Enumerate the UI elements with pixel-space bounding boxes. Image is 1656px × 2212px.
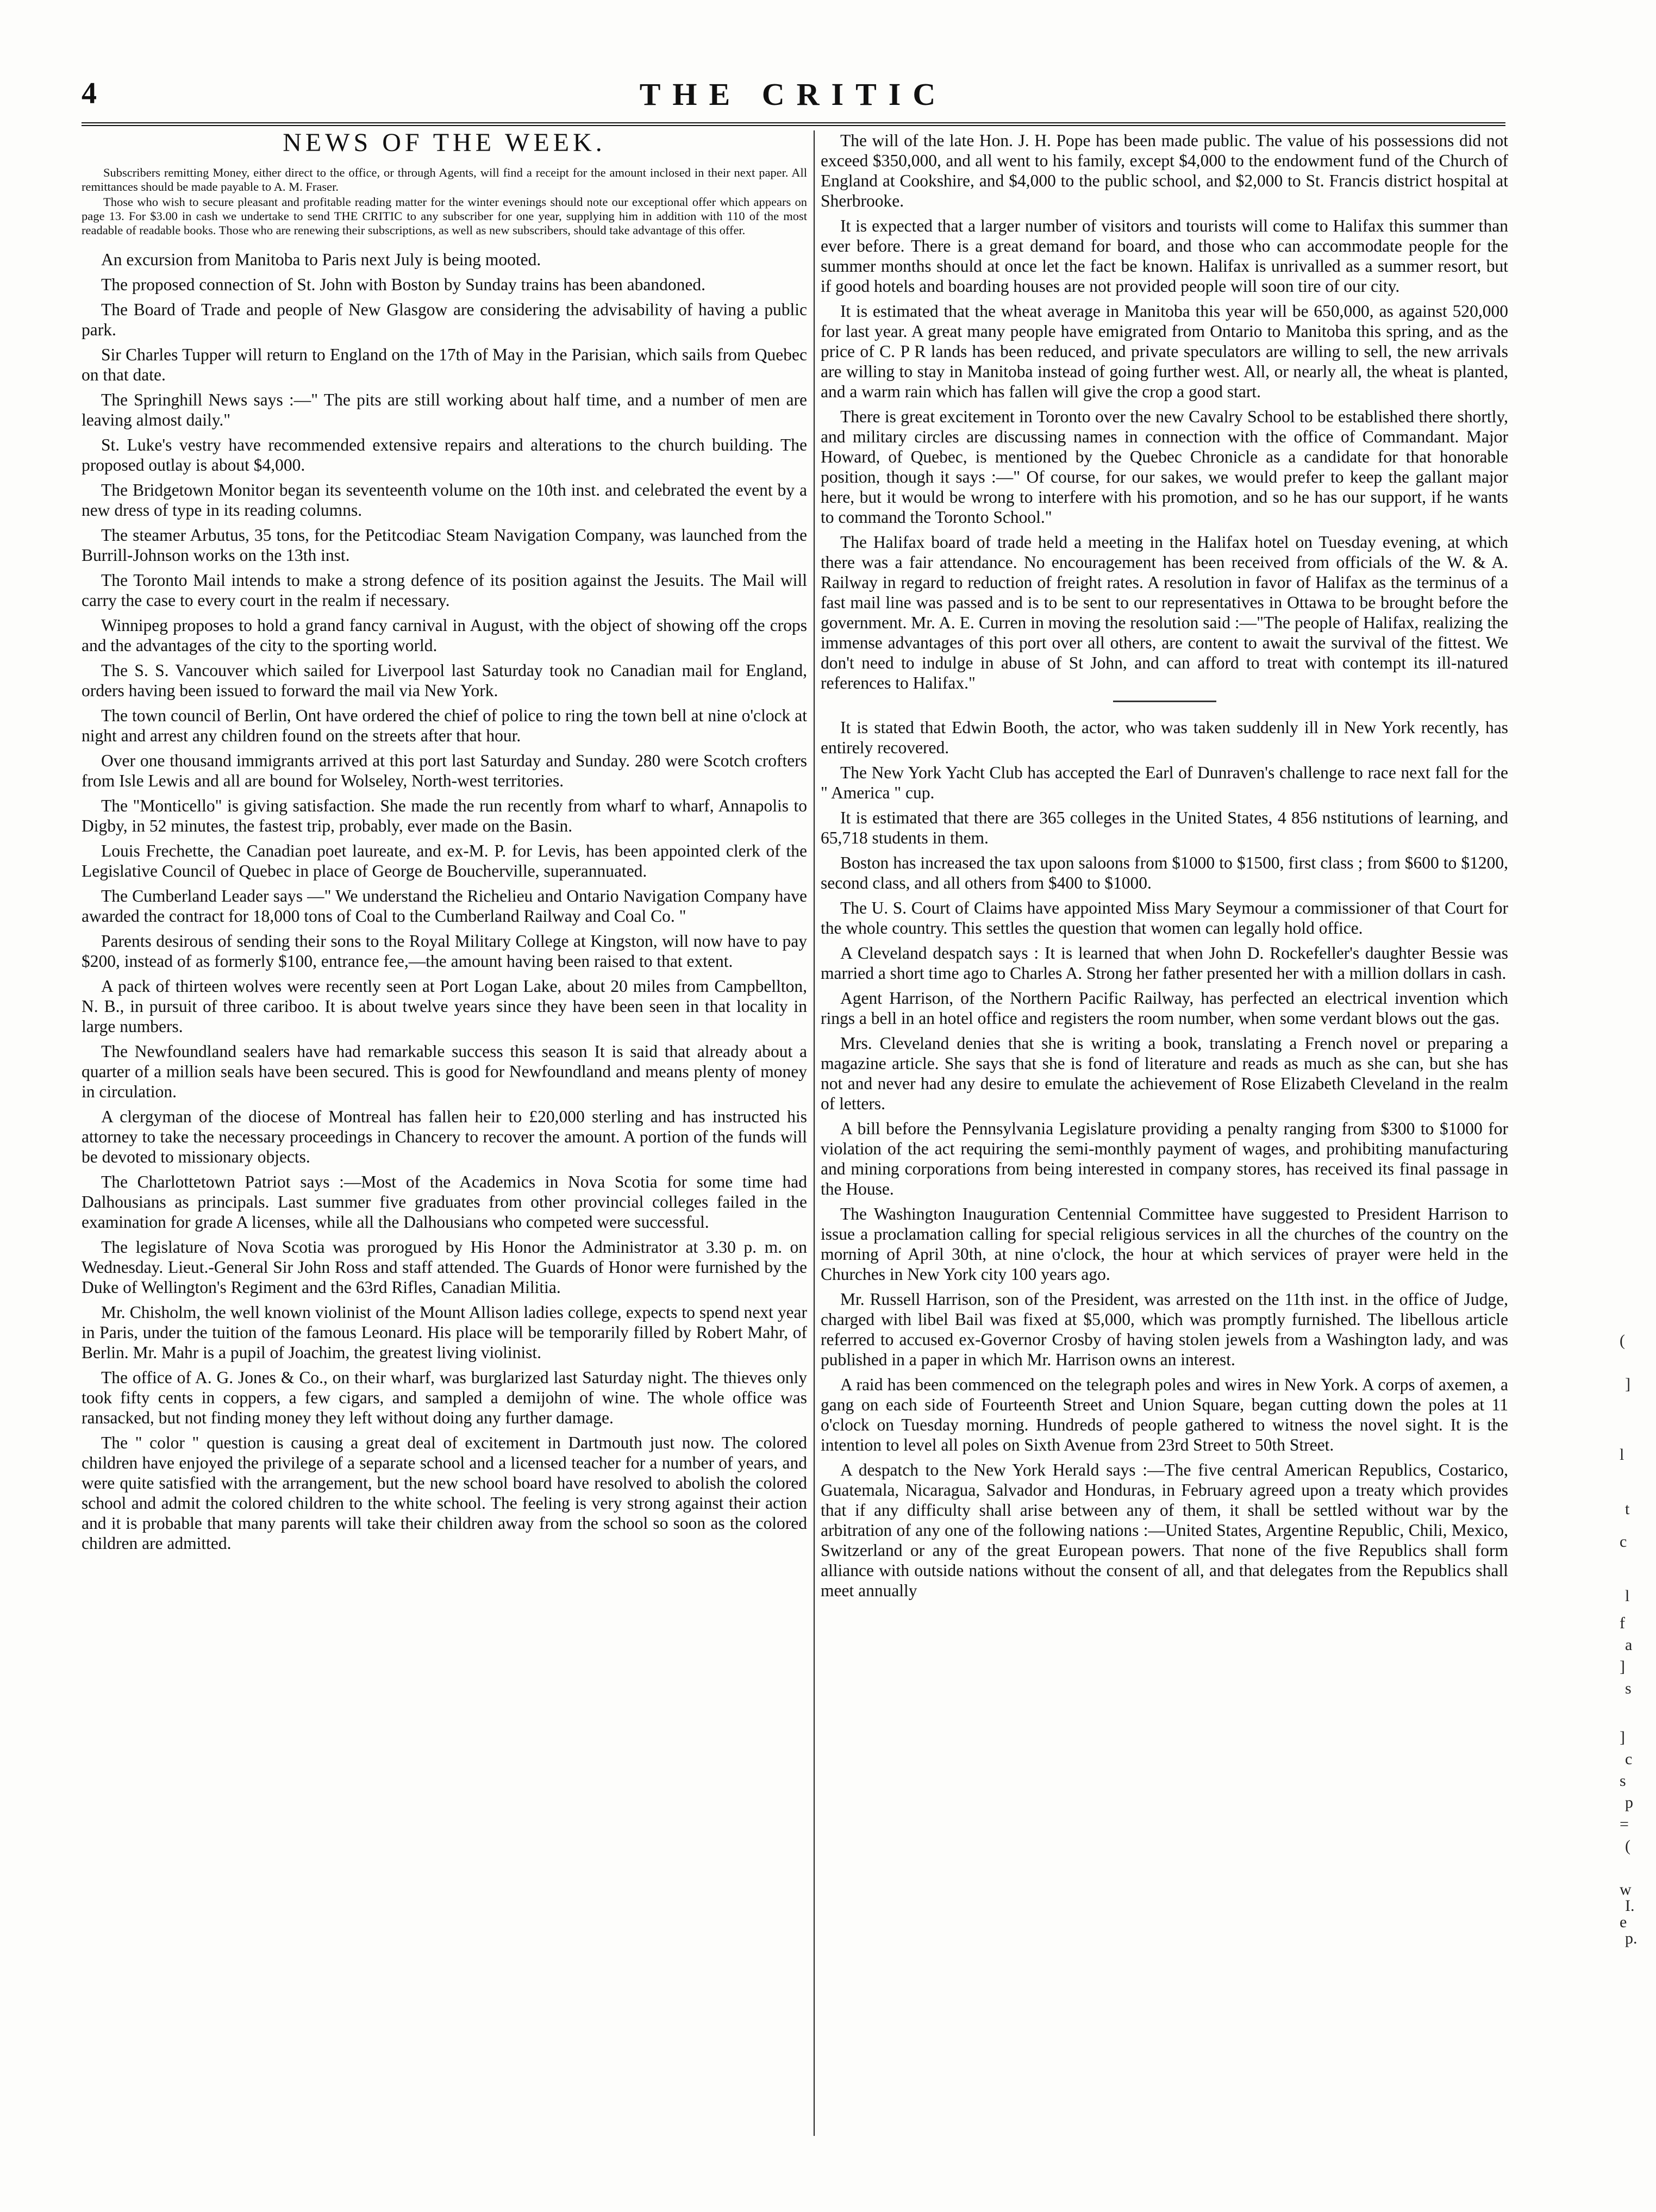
news-item: The U. S. Court of Claims have appointed Miss Mary Seymour a commissioner of that Court for the whole country. This settles the question that women can legally hold office. [821,898,1508,938]
edge-fragment: p [1625,1794,1633,1811]
news-item: The Board of Trade and people of New Glasgow are considering the advisability of having a public park. [82,300,807,339]
edge-fragment: c [1625,1750,1633,1768]
masthead-title: THE CRITIC [639,77,948,112]
column-divider [814,130,815,2136]
edge-fragment: t [1625,1500,1630,1518]
news-item: A pack of thirteen wolves were recently seen at Port Logan Lake, about 20 miles from Campbellton, N. B., in pursuit of three cariboo. It is about twelve years since they have been seen in that locality in large numbers. [82,977,807,1036]
edge-fragment: a [1625,1636,1633,1654]
right-column [821,130,1508,2174]
news-item: The Toronto Mail intends to make a strong defence of its position against the Jesuits. The Mail will carry the case to every court in the realm if necessary. [82,571,807,610]
news-item: The will of the late Hon. J. H. Pope has been made public. The value of his possessions did not exceed $350,000, and all went to his family, except $4,000 to the endowment fund of the Church of England at Cookshire, and $4,000 to the public school, and $2,000 to St. Francis district hospital at Sherbrooke. [821,131,1508,210]
header-rule [82,122,1505,126]
edge-fragment: ( [1620,1332,1625,1349]
edge-fragment: c [1620,1533,1627,1551]
subscription-offer-notice: Those who wish to secure pleasant and profitable reading matter for the winter evenings should note our exceptional offer which appears on page 13. For $3.00 in cash we undertake to send THE CRITIC to any subscriber for one year, supplying him in addition with 110 of the most readable of readable books. Those who are renewing their subscriptions, as well as new subscribers, should take advantage of this offer. [82,195,807,237]
facing-page-edge-fragments [1609,1332,1652,2065]
section-separator [1113,701,1216,702]
news-item: The town council of Berlin, Ont have ordered the chief of police to ring the town bell at nine o'clock at night and arrest any children found on the streets after that hour. [82,706,807,745]
news-item: The Newfoundland sealers have had remarkable success this season It is said that already about a quarter of a million seals have been secured. This is good for Newfoundland and means plenty of money in circulation. [82,1042,807,1101]
edge-fragment: ( [1625,1837,1630,1855]
edge-fragment: s [1620,1772,1626,1790]
news-item: It is estimated that there are 365 colleges in the United States, 4 856 nstitutions of learning, and 65,718 students in them. [821,808,1508,847]
subscriber-notice: Subscribers remitting Money, either direct to the office, or through Agents, will find a receipt for the amount inclosed in their next paper. All remittances should be made payable to A. M. Fraser. [82,166,807,193]
edge-fragment: s [1625,1679,1632,1697]
edge-fragment: l [1625,1587,1630,1605]
news-item: The "Monticello" is giving satisfaction. She made the run recently from wharf to wharf, Annapolis to Digby, in 52 minutes, the fastest trip, probably, ever made on the Basin. [82,796,807,835]
news-item: A raid has been commenced on the telegraph poles and wires in New York. A corps of axemen, a gang on each side of Fourteenth Street and Union Square, began cutting down the poles at 11 o'clock on Tuesday morning. Hundreds of people gathered to witness the novel sight. It is the intention to level all poles on Sixth Avenue from 23rd Street to 50th Street. [821,1375,1508,1454]
news-item: Mr. Chisholm, the well known violinist of the Mount Allison ladies college, expects to spend next year in Paris, under the tuition of the famous Leonard. His place will be temporarily filled by Robert Mahr, of Berlin. Mr. Mahr is a pupil of Joachim, the greatest living violinist. [82,1303,807,1362]
news-item: A bill before the Pennsylvania Legislature providing a penalty ranging from $300 to $1000 for violation of the act requiring the semi-monthly payment of wages, and prohibiting manufacturing and mining corporations from being interested in company stores, has received its final passage in the House. [821,1119,1508,1198]
edge-fragment: I. [1625,1897,1635,1915]
news-item: Boston has increased the tax upon saloons from $1000 to $1500, first class ; from $600 to $1200, second class, and all others from $400 to $1000. [821,853,1508,892]
news-item: Parents desirous of sending their sons to the Royal Military College at Kingston, will now have to pay $200, instead of as formerly $100, entrance fee,—the amount having been raised to that extent. [82,932,807,971]
page-number: 4 [82,77,97,110]
edge-fragment: w [1620,1880,1632,1898]
news-item: An excursion from Manitoba to Paris next July is being mooted. [101,250,541,269]
news-item: The Cumberland Leader says —" We understand the Richelieu and Ontario Navigation Company have awarded the contract for 18,000 tons of Coal to the Cumberland Railway and Coal Co. " [82,886,807,926]
news-item: The Charlottetown Patriot says :—Most of the Academics in Nova Scotia for some time had Dalhousians as principals. Last summer five graduates from other provincial colleges failed in the examination for grade A licenses, while all the Dalhousians who competed were successful. [82,1172,807,1232]
news-item: The S. S. Vancouver which sailed for Liverpool last Saturday took no Canadian mail for England, orders having been issued to forward the mail via New York. [82,661,807,700]
news-item: The steamer Arbutus, 35 tons, for the Petitcodiac Steam Navigation Company, was launched from the Burrill-Johnson works on the 13th inst. [82,526,807,565]
news-item: Mr. Russell Harrison, son of the President, was arrested on the 11th inst. in the office of Judge, charged with libel Bail was fixed at $5,000, which was promptly furnished. The libellous article referred to accused ex-Governor Crosby of having stolen jewels from a Washington lady, and was published in a paper in which Mr. Harrison owns an interest. [821,1290,1508,1369]
edge-fragment: f [1620,1614,1625,1632]
news-item: Sir Charles Tupper will return to England on the 17th of May in the Parisian, which sails from Quebec on that date. [82,345,807,384]
news-item: The proposed connection of St. John with Boston by Sunday trains has been abandoned. [101,275,705,294]
news-item: It is stated that Edwin Booth, the actor, who was taken suddenly ill in New York recently, has entirely recovered. [821,718,1508,757]
edge-fragment: l [1620,1446,1624,1464]
news-item: The Washington Inauguration Centennial Committee have suggested to President Harrison to issue a proclamation calling for special religious services in all the churches of the country on the morning of April 30th, at nine o'clock, the hour at which services of prayer were held in the Churches in New York city 100 years ago. [821,1204,1508,1284]
edge-fragment: ] [1620,1658,1625,1676]
news-item: There is great excitement in Toronto over the new Cavalry School to be established there shortly, and military circles are discussing names in connection with the office of Commandant. Major Howard, of Quebec, is mentioned by the Quebec Chronicle as a candidate for that honorable position, though it says :—" Of course, for our sakes, we would prefer to keep the gallant major here, but it would be wrong to interfere with his promotion, and so he has our support, if he wants to command the Toronto School." [821,407,1508,527]
news-item: It is expected that a larger number of visitors and tourists will come to Halifax this summer than ever before. There is a great demand for board, and those who can accommodate people for the summer months should at once let the fact be known. Halifax is unrivalled as a summer resort, but if good hotels and boarding houses are not provided people will soon tire of our city. [821,216,1508,296]
edge-fragment: p. [1625,1929,1638,1947]
news-item: Over one thousand immigrants arrived at this port last Saturday and Sunday. 280 were Scotch crofters from Isle Lewis and all are bound for Wolseley, North-west territories. [82,751,807,790]
news-item: The office of A. G. Jones & Co., on their wharf, was burglarized last Saturday night. The thieves only took fifty cents in coppers, a few cigars, and sampled a demijohn of wine. The whole office was ransacked, but not finding money they left without doing any further damage. [82,1368,807,1427]
news-item: Winnipeg proposes to hold a grand fancy carnival in August, with the object of showing off the crops and the advantages of the city to the sporting world. [82,616,807,655]
news-item: Agent Harrison, of the Northern Pacific Railway, has perfected an electrical invention which rings a bell in an hotel office and registers the room number, when some verdant blows out the gas. [821,989,1508,1028]
news-item: The Springhill News says :—" The pits are still working about half time, and a number of men are leaving almost daily." [82,390,807,429]
news-item: The Halifax board of trade held a meeting in the Halifax hotel on Tuesday evening, at which there was a fair attendance. No encouragement has been received from officials of the W. & A. Railway in regard to reduction of freight rates. A resolution in favor of Halifax as the terminus of a fast mail line was passed and is to be sent to our representatives in Ottawa to be brought before the government. Mr. A. E. Curren in moving the resolution said :—"The people of Halifax, realizing the immense advantages of this port over all others, are content to await the survival of the fittest. We don't need to indulge in abuse of St John, and can afford to treat with contempt its ill-natured references to Halifax." [821,533,1508,692]
page-header [82,76,1505,125]
news-item: The legislature of Nova Scotia was prorogued by His Honor the Administrator at 3.30 p. m. on Wednesday. Lieut.-General Sir John Ross and staff attended. The Guards of Honor were furnished by the Duke of Wellington's Regiment and the 63rd Rifles, Canadian Militia. [82,1238,807,1297]
news-item: The " color " question is causing a great deal of excitement in Dartmouth just now. The colored children have enjoyed the privilege of a separate school and a licensed teacher for a number of years, and were quite satisfied with the arrangement, but the new school board have resolved to abolish the colored school and admit the colored children to the white school. The feeling is very strong against their action and it is probable that many parents will take their children away from the school so soon as the colored children are admitted. [82,1433,807,1553]
news-item: The New York Yacht Club has accepted the Earl of Dunraven's challenge to race next fall for the " America " cup. [821,763,1508,802]
edge-fragment: ] [1620,1728,1625,1746]
news-item: Louis Frechette, the Canadian poet laureate, and ex-M. P. for Levis, has been appointed clerk of the Legislative Council of Quebec in place of George de Boucherville, superannuated. [82,841,807,880]
news-item: St. Luke's vestry have recommended extensive repairs and alterations to the church building. The proposed outlay is about $4,000. [82,435,807,474]
news-item: The Bridgetown Monitor began its seventeenth volume on the 10th inst. and celebrated the event by a new dress of type in its reading columns. [82,480,807,520]
news-item: Mrs. Cleveland denies that she is writing a book, translating a French novel or preparing a magazine article. She says that she is fond of literature and reads as much as she can, but she has not and never had any desire to emulate the achievement of Rose Elizabeth Cleveland in the realm of letters. [821,1034,1508,1113]
news-item: A clergyman of the diocese of Montreal has fallen heir to £20,000 sterling and has instructed his attorney to take the necessary proceedings in Chancery to recover the amount. A portion of the funds will be devoted to missionary objects. [82,1107,807,1166]
edge-fragment: ] [1625,1375,1630,1393]
left-column [82,130,807,2174]
news-item: It is estimated that the wheat average in Manitoba this year will be 650,000, as against 520,000 for last year. A great many people have emigrated from Ontario to Manitoba this spring, and as the price of C. P R lands has been reduced, and private speculators are willing to sell, the new arrivals are willing to stay in Manitoba instead of going further west. All, or nearly all, the wheat is planted, and a warm rain which has fallen will give the crop a good start. [821,302,1508,401]
edge-fragment: e [1620,1913,1627,1931]
edge-fragment: = [1620,1815,1629,1833]
section-title: NEWS OF THE WEEK. [283,130,606,157]
news-item: A despatch to the New York Herald says :—The five central American Republics, Costarico, Guatemala, Nicaragua, Salvador and Honduras, in February agreed upon a treaty which provides that if any difficulty shall arise between any of them, it shall be settled without war by the arbitration of any one of the following nations :—United States, Argentine Republic, Chili, Mexico, Switzerland or any of the great European powers. That none of the five Republics shall form alliance with outside nations without the consent of all, and that delegates from the Republics shall meet annually [821,1460,1508,1600]
news-item: A Cleveland despatch says : It is learned that when John D. Rockefeller's daughter Bessie was married a short time ago to Charles A. Strong her father presented her with a million dollars in cash. [821,943,1508,983]
